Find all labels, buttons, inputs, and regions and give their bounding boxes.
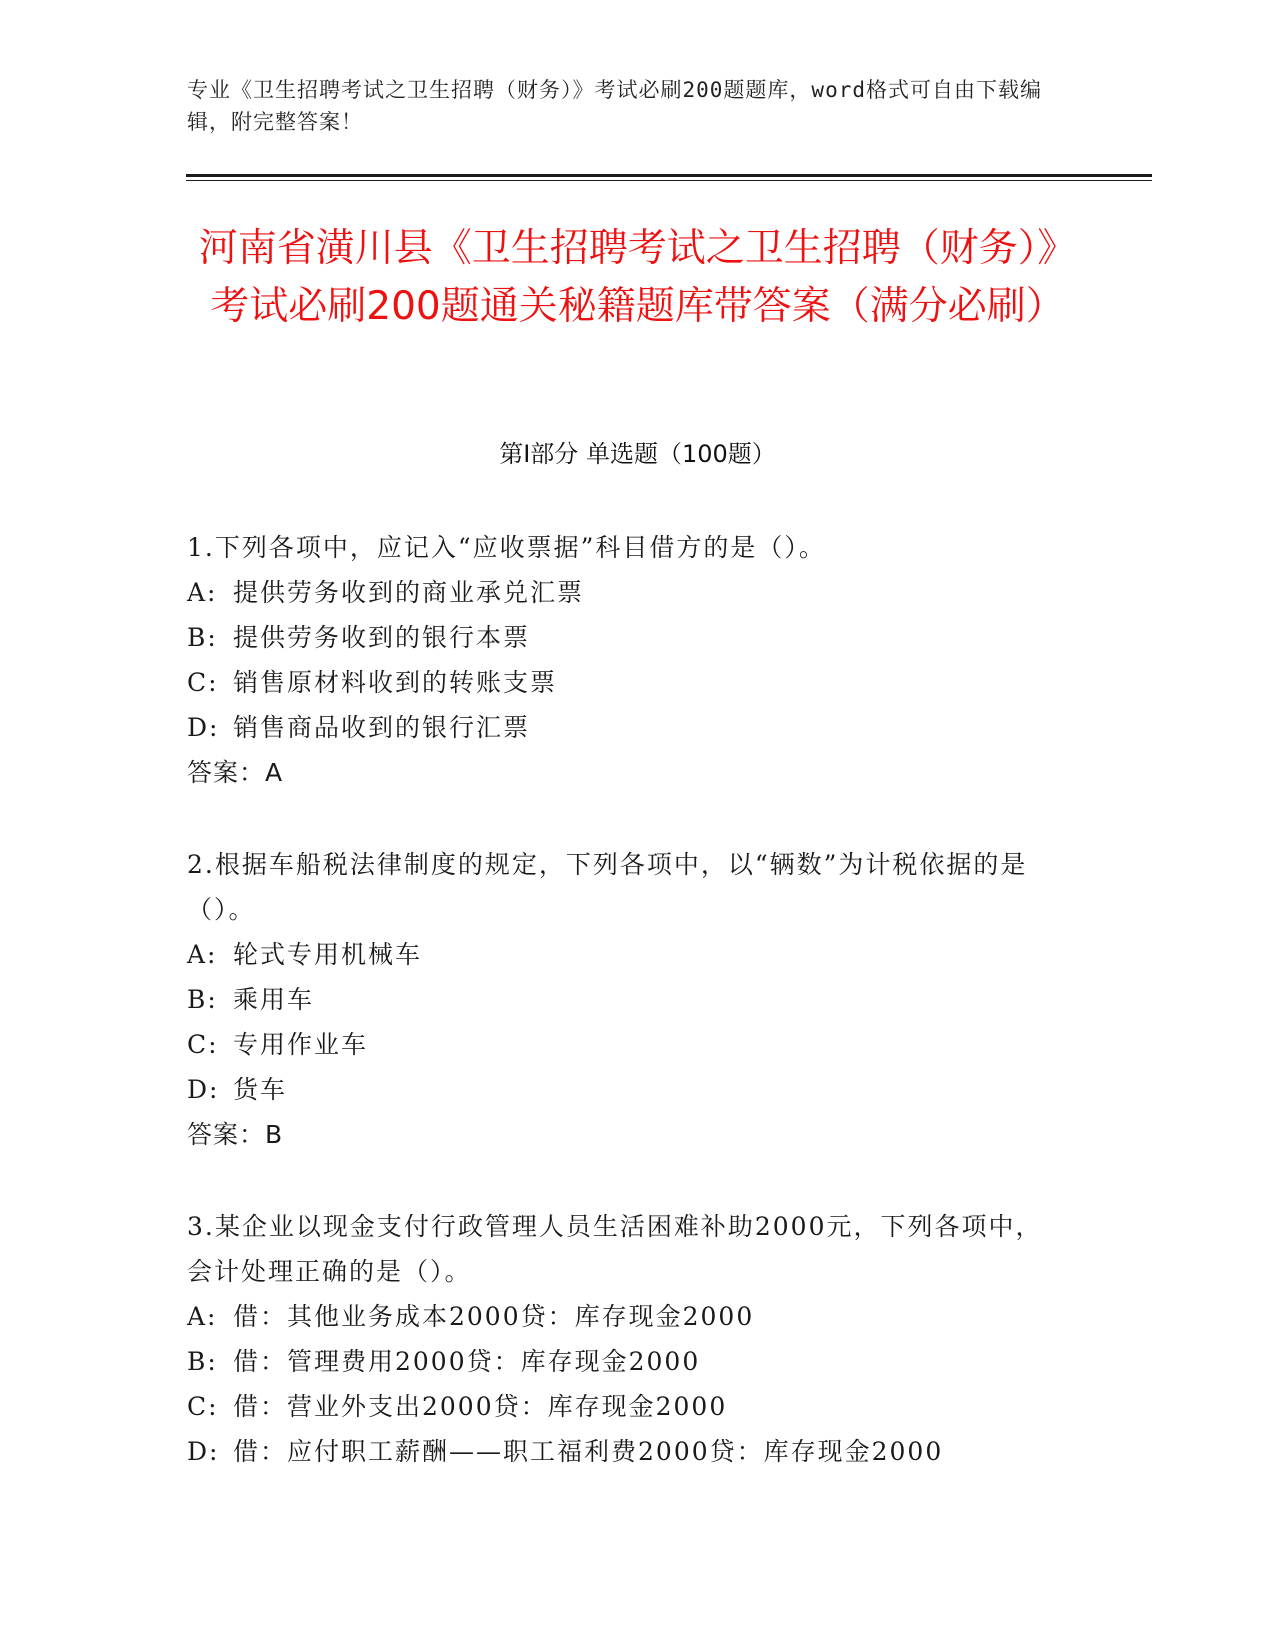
option-c [187, 1022, 1067, 1067]
option-c [187, 1384, 1067, 1429]
option-letter: A: [187, 1302, 218, 1331]
option-c [187, 660, 1067, 705]
option-a [187, 932, 1067, 977]
answer-line: 答案：A [187, 758, 284, 787]
option-text: 货车 [233, 1075, 288, 1104]
option-letter: D: [187, 713, 220, 742]
option-letter: B: [187, 1347, 218, 1376]
option-text: 销售商品收到的银行汇票 [233, 713, 531, 742]
header-note: 专业《卫生招聘考试之卫生招聘（财务）》考试必刷200题题库，word格式可自由下载编辑，附完整答案！ [187, 78, 1042, 134]
option-letter: A: [187, 578, 218, 607]
option-text: 提供劳务收到的银行本票 [233, 623, 531, 652]
option-text: 专用作业车 [233, 1030, 369, 1059]
option-d [187, 1429, 1067, 1474]
answer-line: 答案：B [187, 1120, 284, 1149]
question-2 [187, 842, 1067, 1157]
question-list [187, 525, 1067, 1521]
option-letter: B: [187, 623, 218, 652]
question-3 [187, 1204, 1067, 1474]
option-text: 轮式专用机械车 [233, 940, 423, 969]
option-text: 借：管理费用2000贷：库存现金2000 [233, 1347, 701, 1376]
option-text: 借：其他业务成本2000贷：库存现金2000 [233, 1302, 755, 1331]
option-text: 销售原材料收到的转账支票 [233, 668, 558, 697]
question-stem: 1.下列各项中，应记入“应收票据”科目借方的是（）。 [187, 533, 826, 562]
option-letter: C: [187, 668, 219, 697]
option-text: 提供劳务收到的商业承兑汇票 [233, 578, 585, 607]
option-letter: C: [187, 1030, 219, 1059]
section-heading: 第I部分 单选题（100题） [499, 440, 776, 468]
question-stem: 2.根据车船税法律制度的规定，下列各项中，以“辆数”为计税依据的是（）。 [187, 850, 1028, 924]
document-title: 河南省潢川县《卫生招聘考试之卫生招聘（财务）》考试必刷200题通关秘籍题库带答案（满分必刷） [198, 226, 1077, 329]
option-b [187, 1339, 1067, 1384]
option-a [187, 1294, 1067, 1339]
option-letter: B: [187, 985, 218, 1014]
option-letter: D: [187, 1075, 220, 1104]
question-1 [187, 525, 1067, 795]
option-a [187, 570, 1067, 615]
option-b [187, 977, 1067, 1022]
header-rule-thick [186, 174, 1152, 177]
option-text: 借：应付职工薪酬——职工福利费2000贷：库存现金2000 [233, 1437, 944, 1466]
option-letter: D: [187, 1437, 220, 1466]
option-letter: C: [187, 1392, 219, 1421]
option-b [187, 615, 1067, 660]
option-text: 借：营业外支出2000贷：库存现金2000 [233, 1392, 728, 1421]
option-text: 乘用车 [233, 985, 315, 1014]
option-letter: A: [187, 940, 218, 969]
option-d [187, 1067, 1067, 1112]
question-stem: 3.某企业以现金支付行政管理人员生活困难补助2000元，下列各项中，会计处理正确的是（）。 [187, 1212, 1043, 1286]
option-d [187, 705, 1067, 750]
header-rule-thin [186, 180, 1152, 181]
